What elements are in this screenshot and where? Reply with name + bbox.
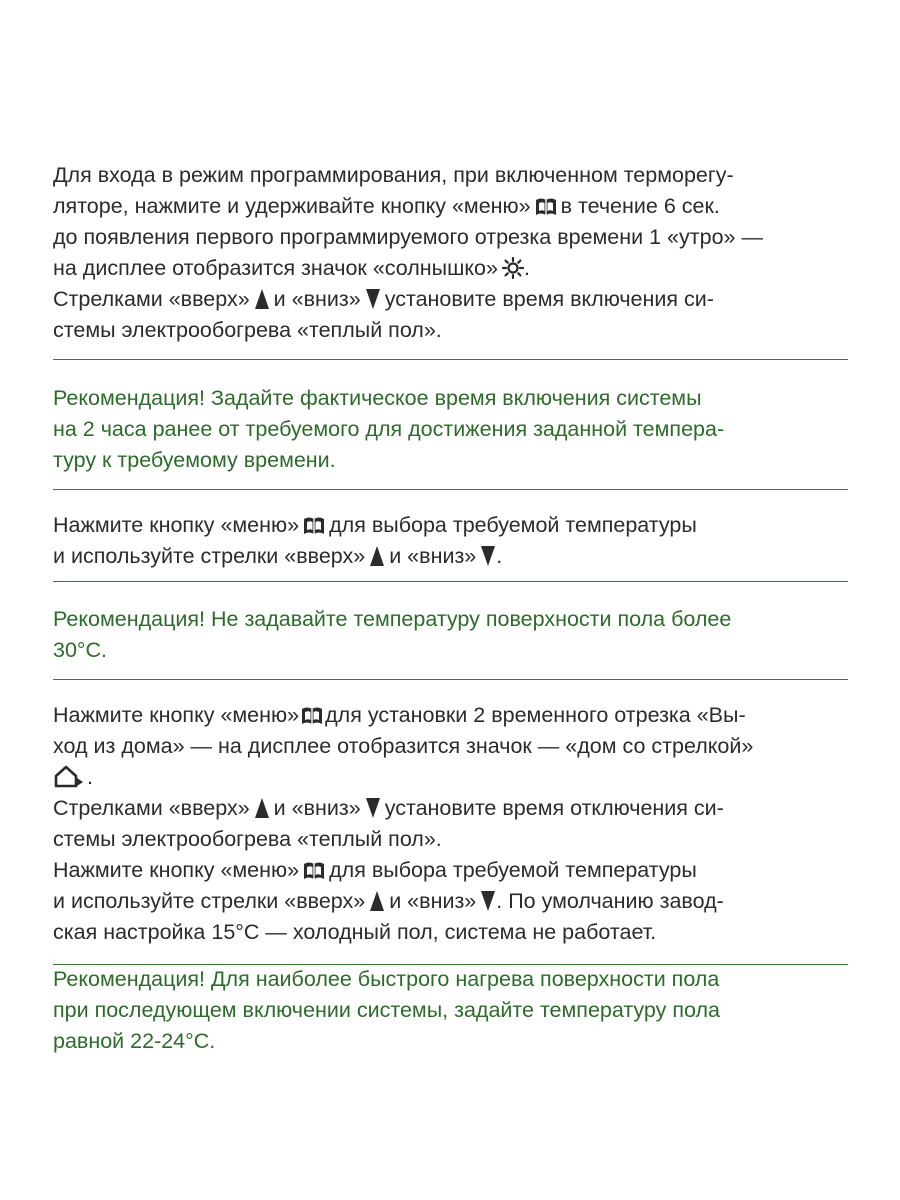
book-menu-icon: [303, 516, 325, 536]
text-line: Рекомендация! Для наиболее быстрого нагрева поверхности пола: [53, 967, 720, 991]
text-line: туру к требуемому времени.: [53, 448, 336, 472]
divider: [53, 359, 848, 360]
arrow-down-icon: [365, 288, 381, 310]
text-line: Нажмите кнопку «меню» для установки 2 временного отрезка «Вы-: [53, 703, 746, 727]
text-line: Для входа в режим программирования, при включенном терморегу-: [53, 163, 734, 187]
book-menu-icon: [301, 706, 323, 726]
arrow-up-icon: [369, 890, 385, 912]
arrow-up-icon: [254, 797, 270, 819]
text-line: равной 22-24°С.: [53, 1029, 216, 1053]
divider: [53, 489, 848, 490]
book-menu-icon: [535, 197, 557, 217]
arrow-up-icon: [369, 545, 385, 567]
text-line: стемы электрообогрева «теплый пол».: [53, 827, 442, 851]
arrow-down-icon: [365, 797, 381, 819]
text-line: при последующем включении системы, задайте температуру пола: [53, 998, 721, 1022]
house-arrow-icon: [53, 764, 87, 788]
text-line: Нажмите кнопку «меню» для выбора требуемой температуры: [53, 858, 697, 882]
away-mode-paragraph: [53, 700, 853, 948]
text-line: Стрелками «вверх» и «вниз» установите время отключения си-: [53, 796, 724, 820]
recommendation-2: [53, 604, 853, 666]
divider: [53, 679, 848, 680]
text-line: ход из дома» — на дисплее отобразится значок — «дом со стрелкой»: [53, 734, 754, 758]
text-line: Стрелками «вверх» и «вниз» установите время включения си-: [53, 287, 714, 311]
text-line: на дисплее отобразится значок «солнышко» .: [53, 256, 530, 280]
text-line: до появления первого программируемого отрезка времени 1 «утро» —: [53, 225, 763, 249]
arrow-down-icon: [480, 545, 496, 567]
temperature-select-paragraph: [53, 510, 853, 572]
text-line: ская настройка 15°С — холодный пол, система не работает.: [53, 920, 657, 944]
text-line: 30°С.: [53, 638, 108, 662]
arrow-down-icon: [480, 890, 496, 912]
text-line: Рекомендация! Не задавайте температуру поверхности пола более: [53, 607, 732, 631]
text-line: Рекомендация! Задайте фактическое время включения системы: [53, 386, 702, 410]
divider: [53, 581, 848, 582]
arrow-up-icon: [254, 288, 270, 310]
text-line: Нажмите кнопку «меню» для выбора требуемой температуры: [53, 513, 697, 537]
recommendation-1: [53, 383, 853, 476]
text-line: ляторе, нажмите и удерживайте кнопку «меню» в течение 6 сек.: [53, 194, 720, 218]
text-line: стемы электрообогрева «теплый пол».: [53, 318, 442, 342]
book-menu-icon: [303, 861, 325, 881]
text-line: и используйте стрелки «вверх» и «вниз» .: [53, 544, 503, 568]
text-line: .: [53, 762, 853, 793]
text-line: на 2 часа ранее от требуемого для достижения заданной темпера-: [53, 417, 725, 441]
sun-icon: [502, 257, 524, 279]
recommendation-3: [53, 964, 853, 1057]
text-line: и используйте стрелки «вверх» и «вниз» . По умолчанию завод-: [53, 889, 724, 913]
programming-mode-paragraph: [53, 160, 853, 346]
